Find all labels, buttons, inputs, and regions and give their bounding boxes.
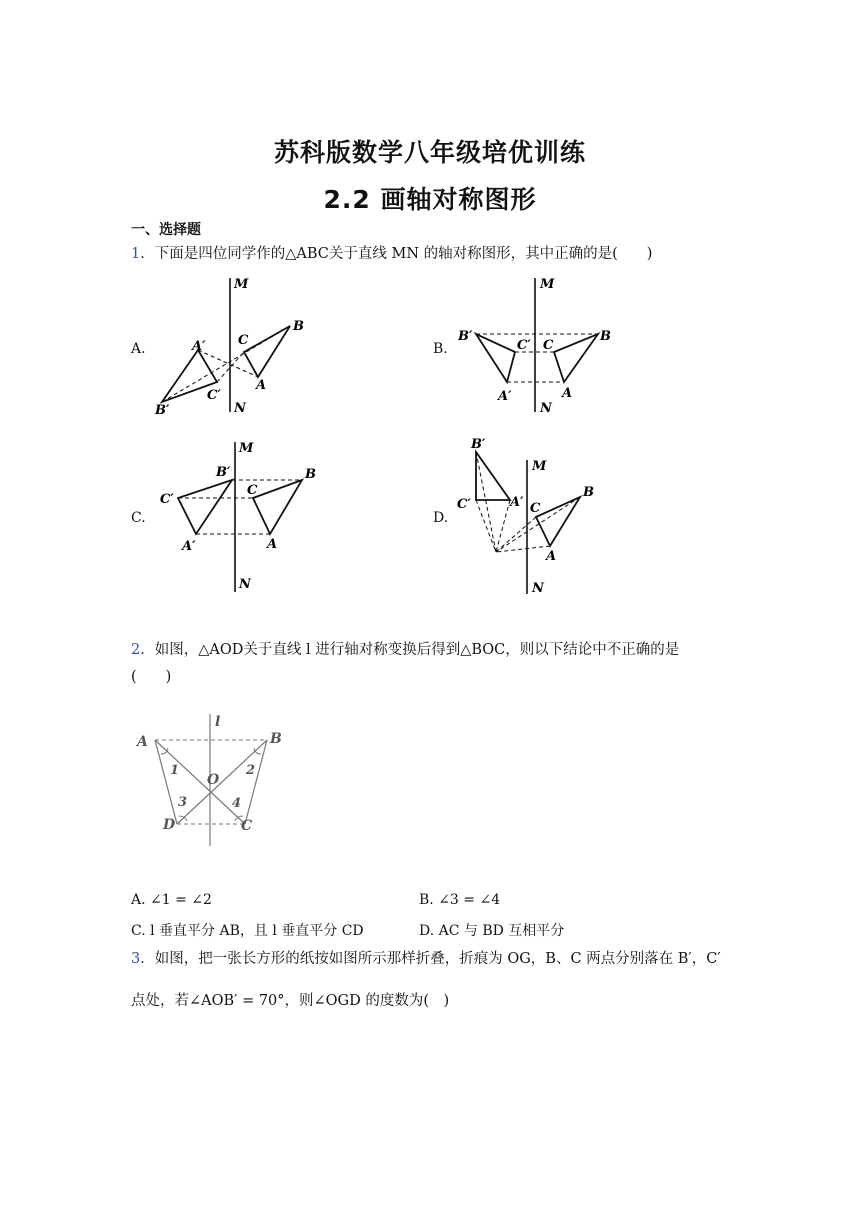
question-text: ．如图，把一张长方形的纸按如图所示那样折叠，折痕为 OG，B、C 两点分别落在 B′，C′: [140, 951, 721, 967]
label-C-prime: C′: [517, 338, 531, 353]
question-number: 2: [131, 642, 141, 658]
label-C: C: [247, 483, 258, 498]
label-C: C: [530, 501, 541, 516]
label-N: N: [532, 581, 544, 596]
label-C: C: [543, 338, 554, 353]
q2-option-c[interactable]: C. l 垂直平分 AB，且 l 垂直平分 CD: [131, 923, 364, 939]
q2-option-b[interactable]: B. ∠3 = ∠4: [419, 892, 501, 908]
label-B-prime: B′: [471, 437, 486, 452]
label-l: l: [215, 714, 221, 730]
label-B: B: [600, 329, 611, 344]
label-M: M: [540, 277, 555, 292]
label-A: A: [562, 386, 573, 401]
label-B: B: [305, 467, 316, 482]
label-B: B: [270, 731, 282, 747]
section-heading: 一、选择题: [131, 222, 201, 238]
document-title: 苏科版数学八年级培优训练: [273, 138, 586, 167]
label-M: M: [532, 459, 547, 474]
label-C-prime: C′: [160, 492, 174, 507]
question-1: [131, 241, 652, 267]
q2-option-a[interactable]: A. ∠1 = ∠2: [131, 892, 212, 908]
label-N: N: [540, 401, 552, 416]
figure-option-a: [150, 272, 320, 422]
label-D: D: [163, 817, 176, 833]
figure-option-c: [150, 436, 330, 596]
label-B-prime: B′: [458, 329, 473, 344]
label-angle-3: 3: [178, 795, 188, 810]
label-B-prime: B′: [216, 465, 231, 480]
label-N: N: [239, 577, 251, 592]
q2-option-d[interactable]: D. AC 与 BD 互相平分: [419, 923, 565, 939]
option-c-label[interactable]: C.: [131, 510, 146, 526]
label-A: A: [137, 734, 148, 750]
label-C-prime: C′: [207, 388, 221, 403]
question-number: 3: [131, 951, 141, 967]
question-3-line-2: 点处，若∠AOB′ = 70°，则∠OGD 的度数为( ): [131, 993, 450, 1009]
figure-option-b: [452, 272, 622, 422]
label-A: A: [256, 378, 267, 393]
label-C: C: [238, 333, 249, 348]
label-B: B: [293, 319, 304, 334]
label-N: N: [234, 401, 246, 416]
label-B-prime: B′: [155, 403, 170, 418]
label-M: M: [239, 441, 254, 456]
label-A: A: [546, 549, 557, 564]
label-M: M: [234, 277, 249, 292]
label-angle-4: 4: [232, 796, 242, 811]
question-text: ．如图，△AOD关于直线 l 进行轴对称变换后得到△BOC，则以下结论中不正确的是: [140, 642, 680, 658]
option-a-label[interactable]: A.: [131, 341, 146, 357]
label-angle-1: 1: [170, 763, 180, 778]
label-A-prime: A′: [182, 539, 196, 554]
question-text: ．下面是四位同学作的△ABC关于直线 MN 的轴对称图形，其中正确的是( ): [140, 246, 653, 262]
label-angle-2: 2: [246, 763, 256, 778]
option-d-label[interactable]: D.: [433, 510, 449, 526]
question-3: [131, 946, 721, 972]
question-2-bracket: ( ): [131, 669, 172, 685]
question-2: [131, 637, 679, 663]
figure-option-d: [452, 432, 612, 600]
label-B: B: [583, 485, 594, 500]
document-subtitle: 2.2 画轴对称图形: [323, 185, 537, 214]
label-C: C: [241, 818, 253, 834]
label-A: A: [267, 537, 278, 552]
question-number: 1: [131, 246, 141, 262]
label-C-prime: C′: [457, 497, 471, 512]
figure-question-2: [135, 708, 295, 850]
label-A-prime: A′: [192, 339, 206, 354]
label-O: O: [207, 772, 220, 788]
label-A-prime: A′: [510, 495, 524, 510]
option-b-label[interactable]: B.: [433, 341, 448, 357]
label-A-prime: A′: [498, 389, 512, 404]
